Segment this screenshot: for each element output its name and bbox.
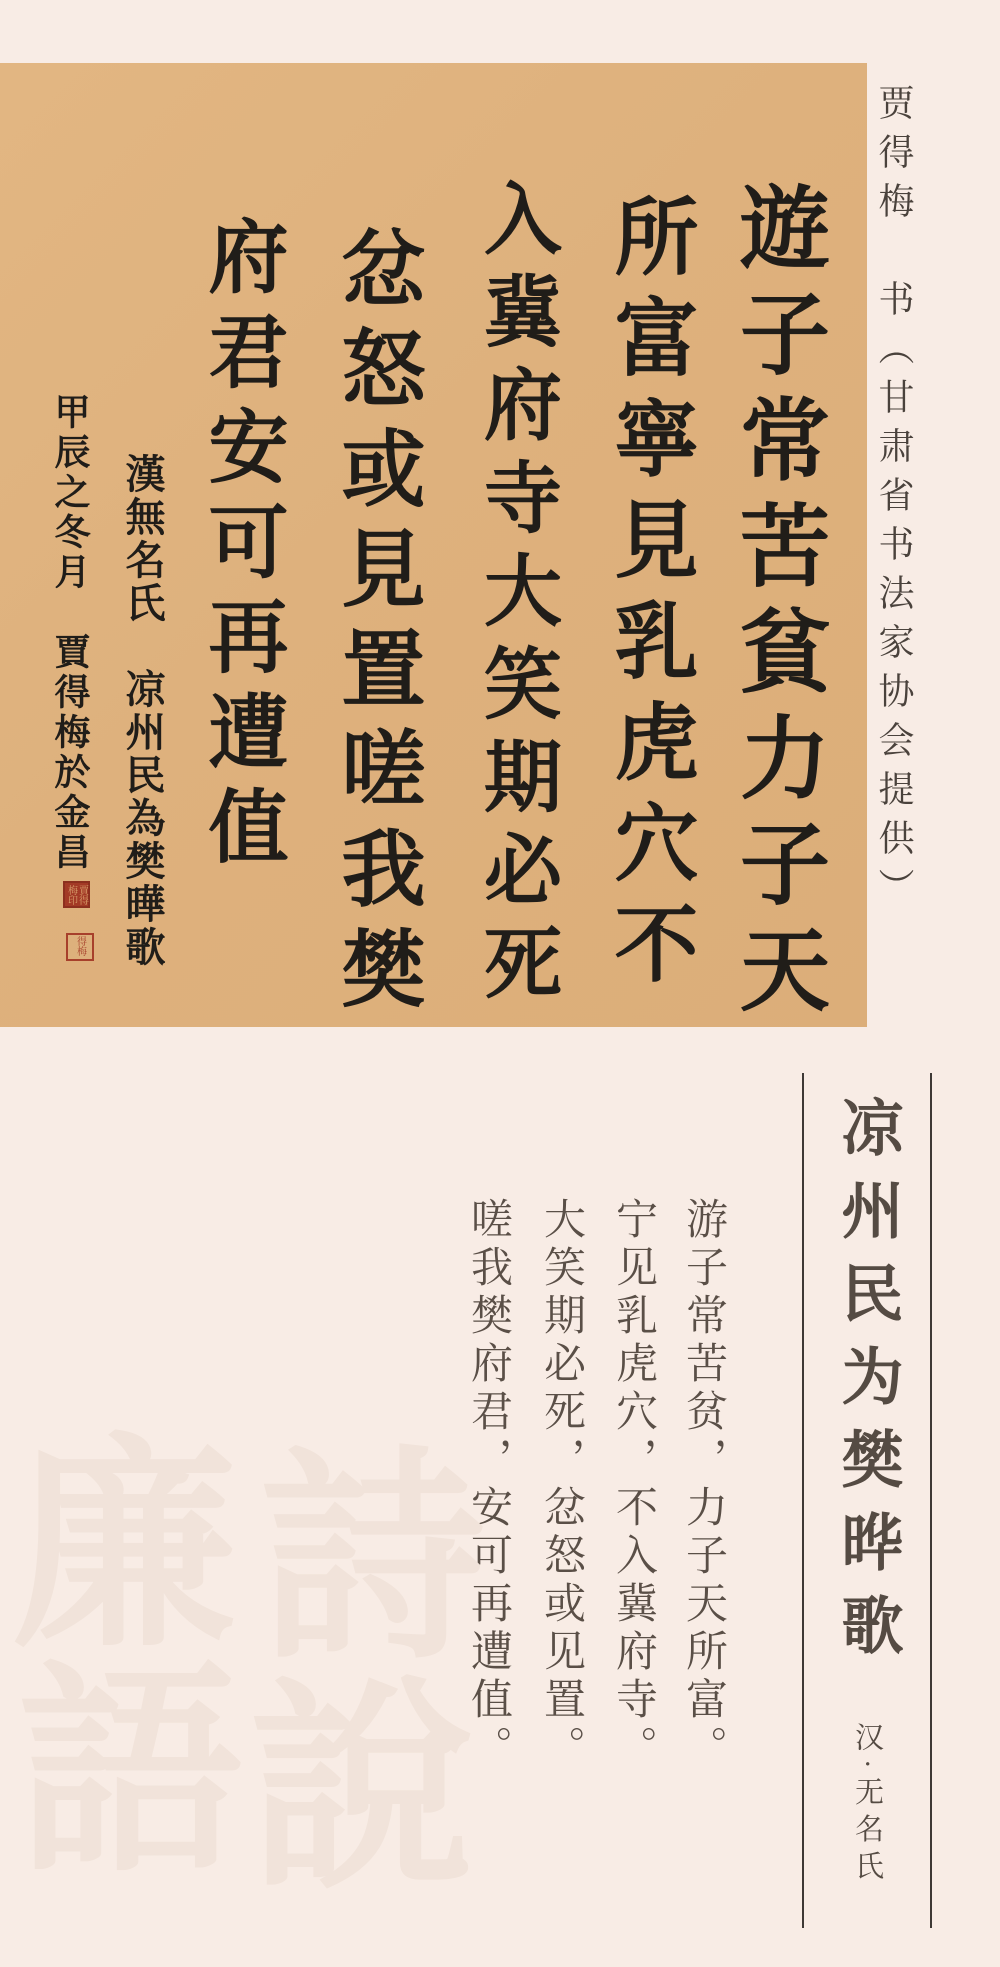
poem-line-1: 游子常苦贫，力子天所富。 xyxy=(680,1197,726,1773)
seal-glyphs: 賈得梅印 xyxy=(65,884,88,905)
artist-seal-outline-icon xyxy=(66,933,94,961)
calligraphy-column-5: 府君安可再遭值 xyxy=(196,215,284,880)
watermark-char-lian: 廉 xyxy=(12,1423,237,1673)
calligraphy-artwork xyxy=(0,63,867,1027)
watermark-char-yu: 語 xyxy=(18,1649,243,1899)
poem-attribution: 汉·无名氏 xyxy=(851,1722,883,1888)
calligraphy-column-1: 遊子常苦貧力子天 xyxy=(726,181,825,1029)
calligraphy-column-4: 忿怒或見置嗟我樊 xyxy=(329,225,422,1025)
poem-line-3: 大笑期必死，忿怒或见置。 xyxy=(538,1197,584,1773)
calligrapher-credit: 贾得梅 书（甘肃省书法家协会提供） xyxy=(874,84,914,917)
poem-line-2: 宁见乳虎穴，不入冀府寺。 xyxy=(610,1197,656,1773)
watermark-char-shuo: 說 xyxy=(250,1665,475,1915)
artist-seal-icon xyxy=(63,881,90,908)
calligraphy-column-3: 入冀府寺大笑期必死 xyxy=(473,178,560,1015)
poem-title: 凉州民为樊晔歌 xyxy=(832,1095,900,1676)
calligraphy-column-2: 所富寧見乳虎穴不 xyxy=(602,193,695,1001)
title-rule-right xyxy=(930,1073,932,1928)
calligraphy-colophon-column: 漢無名氏 凉州民為樊曄歌 xyxy=(120,453,165,969)
calligraphy-signature-column: 甲辰之冬月 賈得梅於金昌 xyxy=(50,393,90,873)
watermark-char-shi: 詩 xyxy=(260,1435,485,1685)
title-rule-left xyxy=(802,1073,804,1928)
seal-glyphs: 得梅 xyxy=(74,936,86,956)
poem-line-4: 嗟我樊府君，安可再遭值。 xyxy=(465,1197,511,1773)
